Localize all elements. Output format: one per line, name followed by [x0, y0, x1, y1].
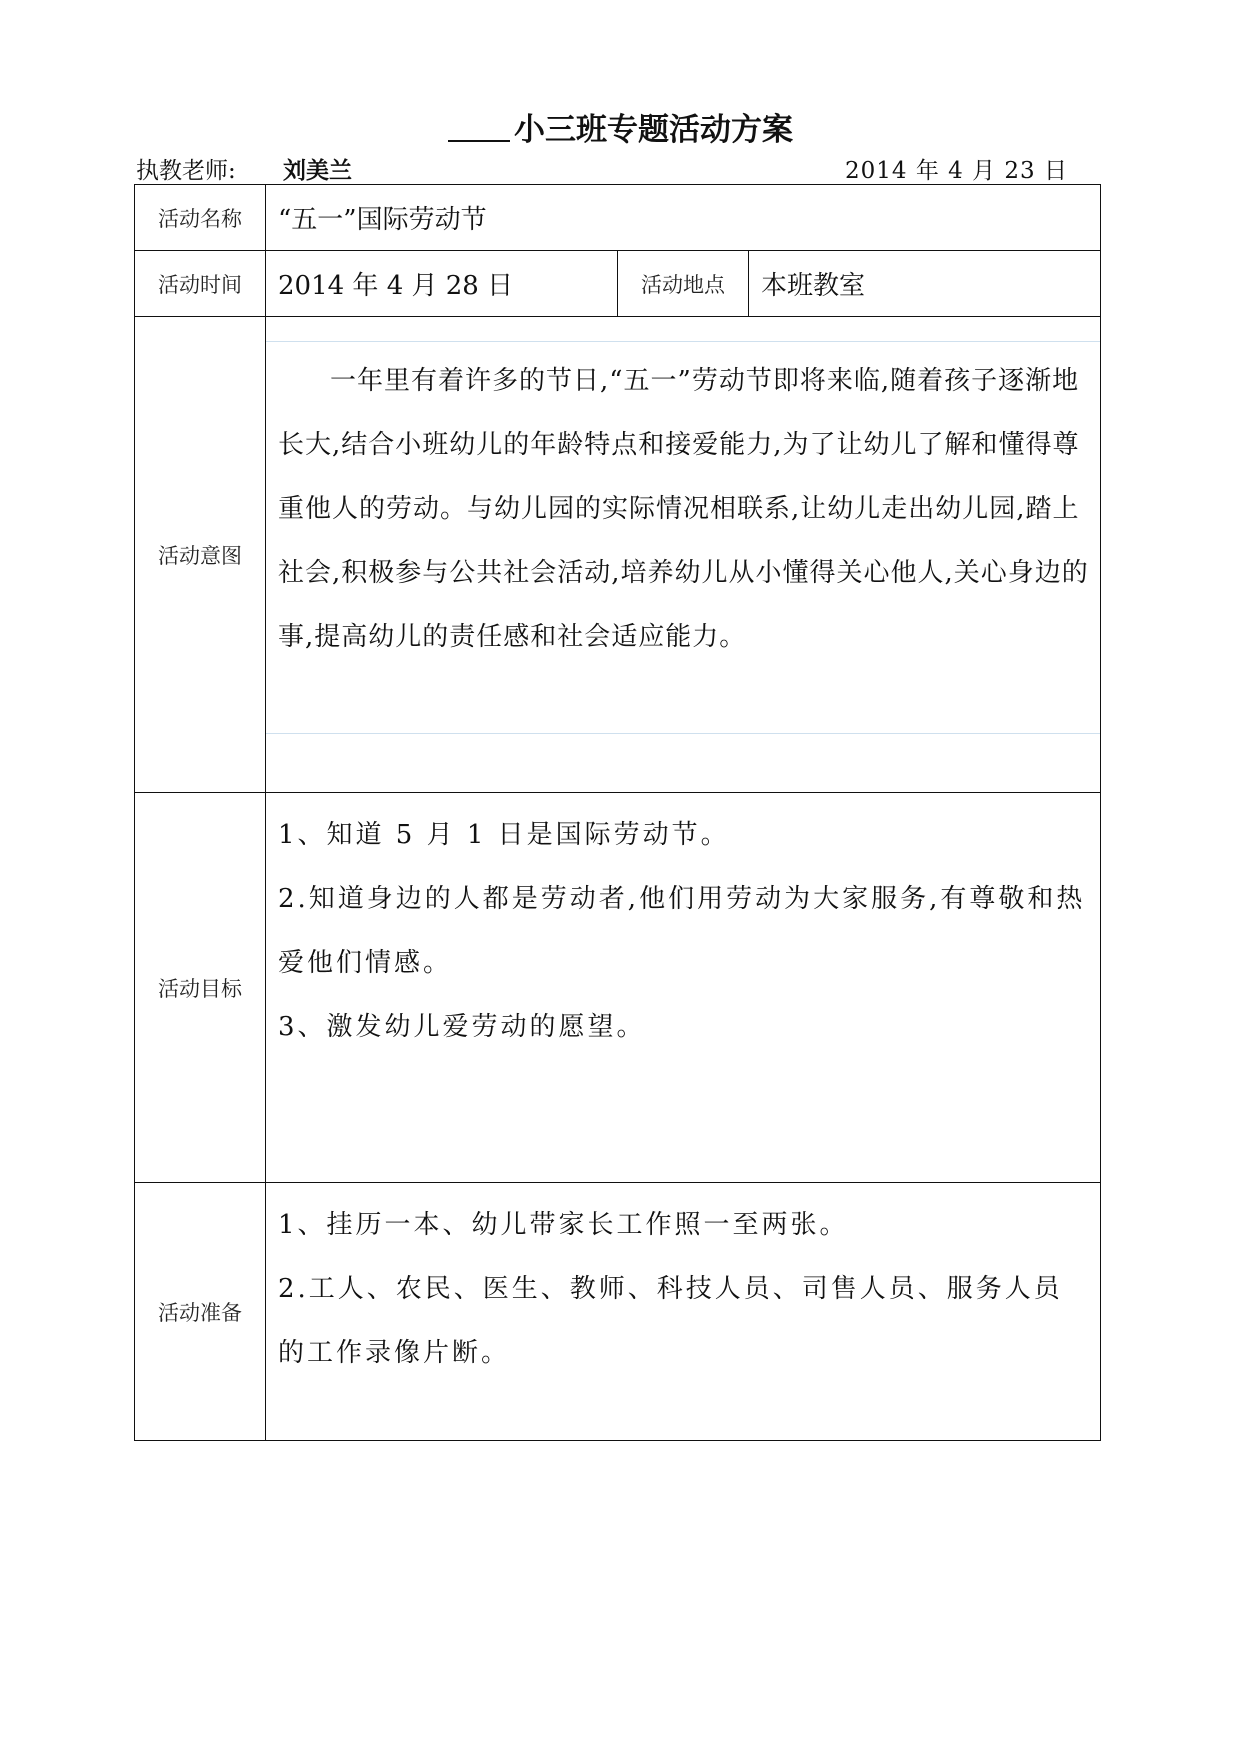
activity-intent-text: 一年里有着许多的节日,“五一”劳动节即将来临,随着孩子逐渐地长大,结合小班幼儿的年龄特点和接爱能力,为了让幼儿了解和懂得尊重他人的劳动。与幼儿园的实际情况相联系,让幼儿走出幼儿园,踏上社会,积极参与公共社会活动,培养幼儿从小懂得关心他人,关心身边的事,提高幼儿的责任感和社会适应能力。: [278, 366, 1089, 652]
activity-time-label: 活动时间: [135, 251, 266, 317]
row-activity-intent: [135, 317, 1101, 793]
row-activity-name: [135, 185, 1101, 251]
goal-item-1: 1、知道 5 月 1 日是国际劳动节。: [278, 820, 730, 850]
activity-intent-label: 活动意图: [135, 317, 266, 793]
intent-bottom-rule: [266, 733, 1100, 734]
activity-place-value: 本班教室: [749, 251, 1101, 317]
activity-prep-label: 活动准备: [135, 1183, 266, 1441]
activity-goal-label: 活动目标: [135, 793, 266, 1183]
plan-date: 2014 年 4 月 23 日: [845, 158, 1068, 184]
activity-plan-table: [134, 184, 1101, 1441]
teacher-label: 执教老师:: [136, 158, 236, 184]
page-title: [0, 104, 1241, 149]
prep-item-2: 2.工人、农民、医生、教师、科技人员、司售人员、服务人员的工作录像片断。: [278, 1274, 1063, 1368]
teacher-name: 刘美兰: [283, 158, 352, 184]
goal-item-3: 3、激发幼儿爱劳动的愿望。: [278, 1012, 646, 1042]
activity-prep-cell: [266, 1183, 1101, 1441]
activity-intent-cell: [266, 317, 1101, 793]
intent-top-rule: [266, 341, 1100, 342]
activity-name-label: 活动名称: [135, 185, 266, 251]
title-blank-line: [448, 140, 510, 142]
goal-item-2: 2.知道身边的人都是劳动者,他们用劳动为大家服务,有尊敬和热爱他们情感。: [278, 884, 1086, 978]
row-activity-prep: [135, 1183, 1101, 1441]
activity-name-value: “五一”国际劳动节: [266, 185, 1101, 251]
row-activity-goals: [135, 793, 1101, 1183]
row-activity-time-place: [135, 251, 1101, 317]
activity-goal-cell: [266, 793, 1101, 1183]
activity-place-label: 活动地点: [618, 251, 749, 317]
prep-item-1: 1、挂历一本、幼儿带家长工作照一至两张。: [278, 1210, 849, 1240]
activity-time-value: 2014 年 4 月 28 日: [266, 251, 618, 317]
title-text: 小三班专题活动方案: [514, 112, 793, 148]
